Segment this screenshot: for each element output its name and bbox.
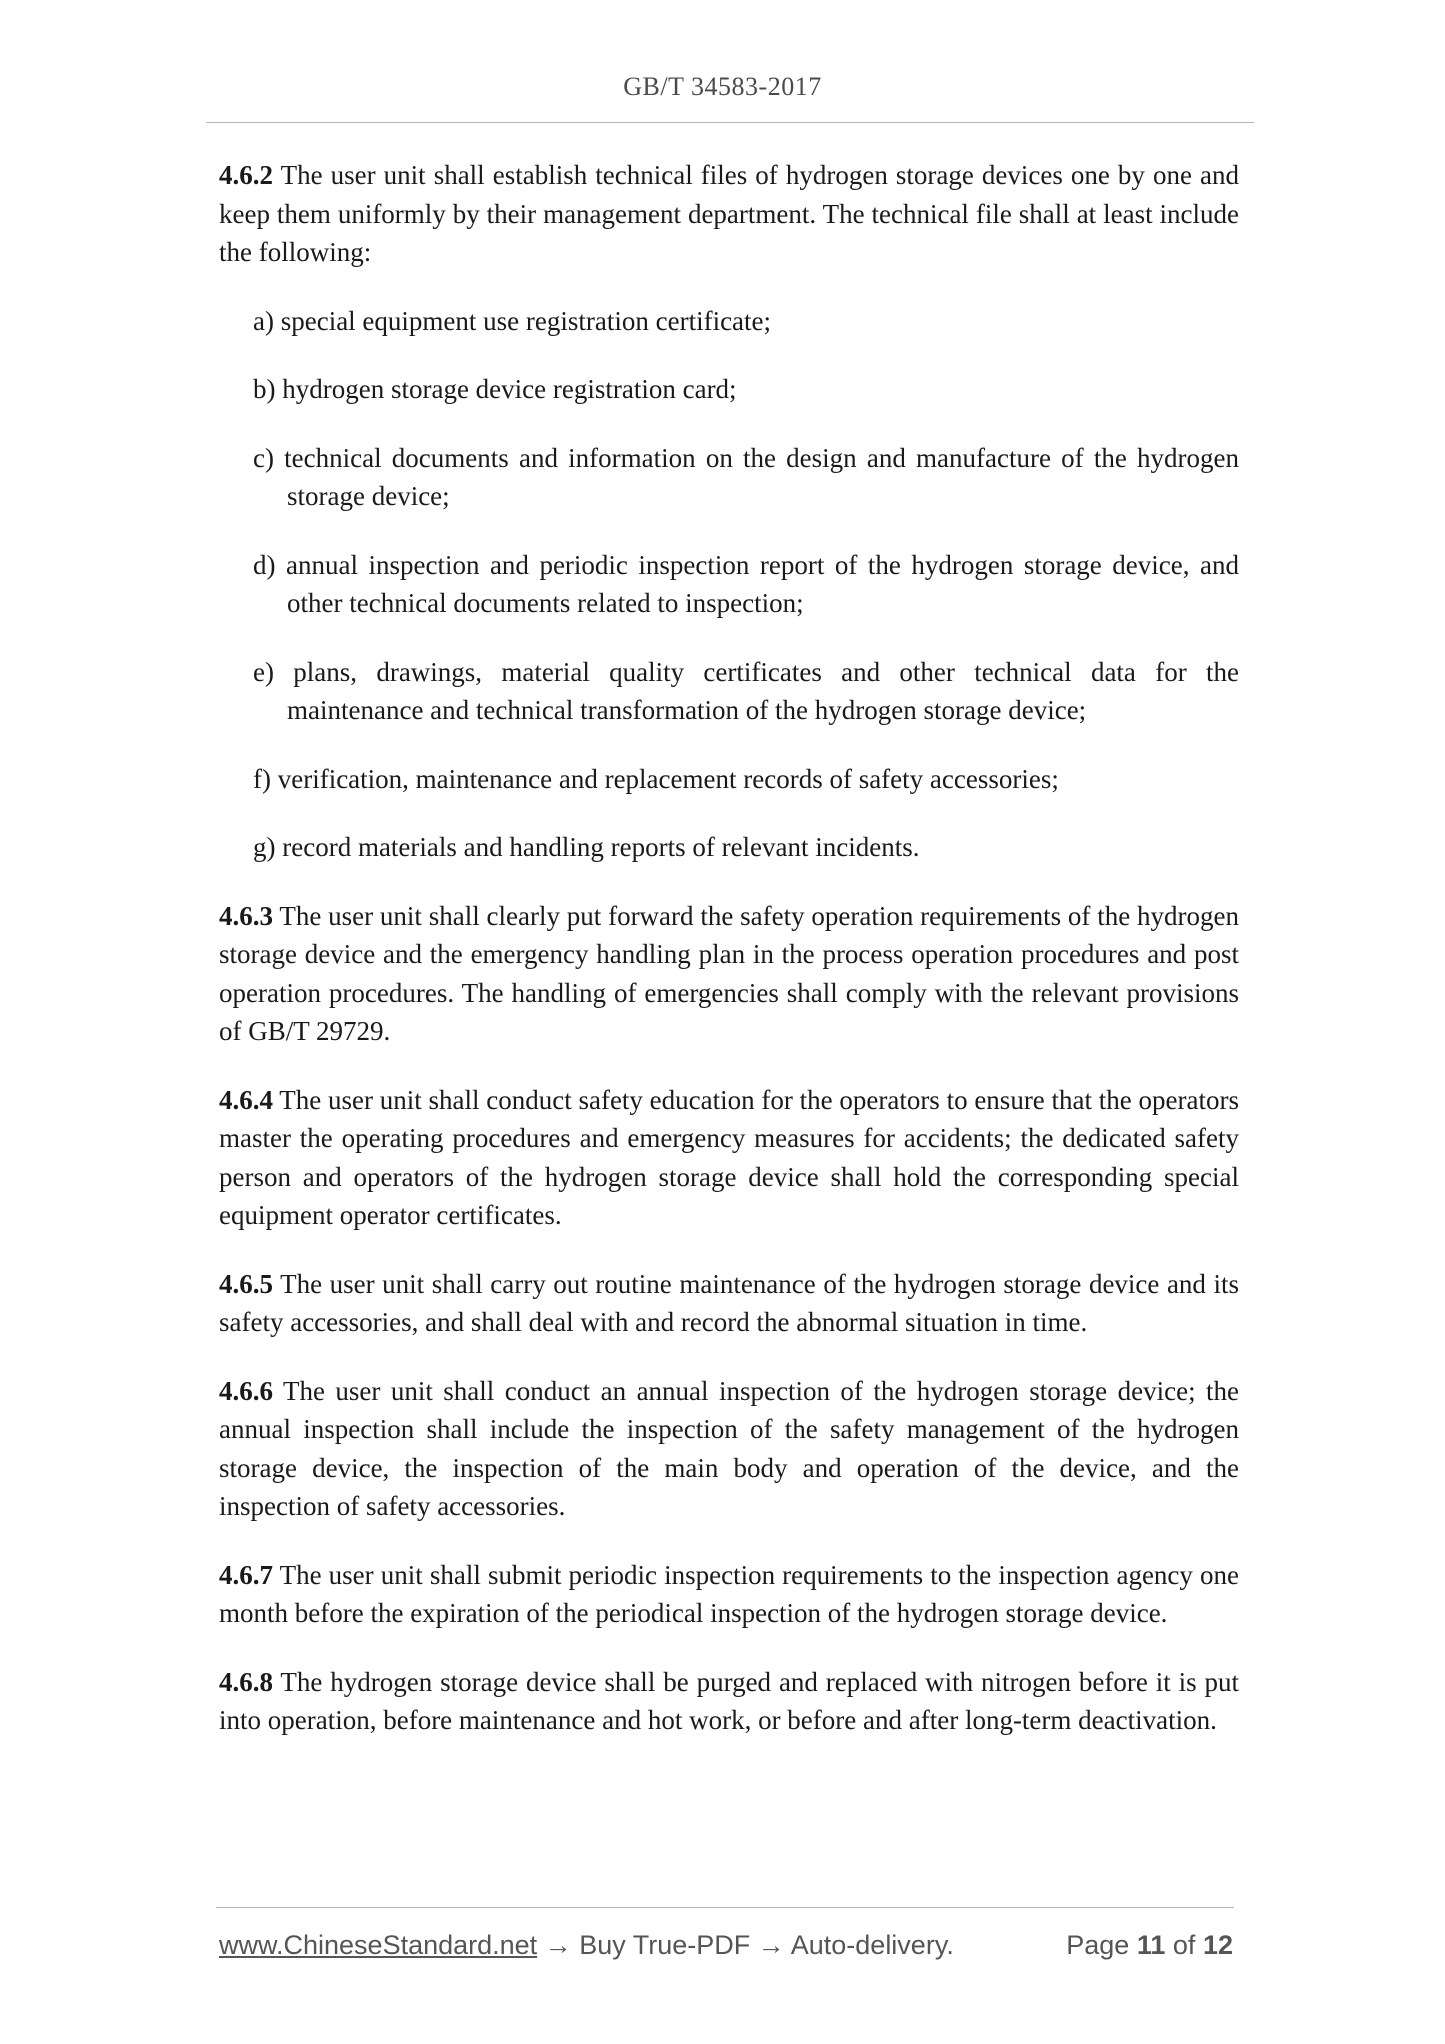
clause-number: 4.6.7: [219, 1559, 273, 1590]
list-item: d) annual inspection and periodic inspection report of the hydrogen storage device, and other technical documents related to inspection;: [253, 549, 1239, 618]
list-item: e) plans, drawings, material quality certificates and other technical data for the maintenance and technical transformation of the hydrogen storage device;: [253, 656, 1239, 725]
clause-text: The user unit shall submit periodic inspection requirements to the inspection agency one month before the expiration of the periodical inspection of the hydrogen storage device.: [219, 1559, 1239, 1628]
clause-text: The user unit shall clearly put forward the safety operation requirements of the hydrogen storage device and the emergency handling plan in the process operation procedures and post operation procedures. The handling of emergencies shall comply with the relevant provisions of GB/T 29729.: [219, 900, 1240, 1046]
document-body: [219, 156, 1239, 1770]
list-item: c) technical documents and information on the design and manufacture of the hydrogen storage device;: [253, 442, 1239, 511]
current-page-number: 11: [1136, 1930, 1166, 1960]
footer-promo: [219, 1930, 954, 1961]
clause-4-6-4: [219, 1081, 1239, 1235]
clause-4-6-3: [219, 897, 1239, 1051]
list-item: a) special equipment use registration certificate;: [253, 305, 772, 336]
clause-4-6-5: [219, 1265, 1239, 1342]
of-word: of: [1172, 1930, 1196, 1960]
clause-number: 4.6.2: [219, 160, 273, 190]
page-indicator: [1066, 1930, 1233, 1961]
clause-text: The user unit shall carry out routine maintenance of the hydrogen storage device and its safety accessories, and shall deal with and record the abnormal situation in time.: [219, 1268, 1239, 1337]
clause-number: 4.6.8: [219, 1666, 273, 1697]
footer-tagline: → Buy True-PDF → Auto-delivery.: [537, 1930, 954, 1960]
footer-divider: [216, 1907, 1234, 1908]
clause-text: The user unit shall conduct an annual inspection of the hydrogen storage device; the annual inspection shall include the inspection of the safety management of the hydrogen storage device, the inspection of the main body and operation of the device, and the inspection of safety accessories.: [219, 1375, 1240, 1521]
total-pages-number: 12: [1202, 1930, 1233, 1960]
clause-number: 4.6.6: [219, 1375, 273, 1406]
list-item: g) record materials and handling reports of relevant incidents.: [253, 832, 920, 862]
clause-4-6-2: [219, 156, 1239, 272]
clause-4-6-6: [219, 1372, 1239, 1526]
document-header: GB/T 34583-2017: [623, 72, 822, 101]
website-link[interactable]: www.ChineseStandard.net: [219, 1930, 538, 1960]
list-item: b) hydrogen storage device registration card;: [253, 374, 737, 404]
list-item: f) verification, maintenance and replacement records of safety accessories;: [253, 763, 1059, 794]
clause-number: 4.6.5: [219, 1268, 273, 1299]
clause-4-6-8: [219, 1663, 1239, 1740]
clause-number: 4.6.4: [219, 1084, 273, 1115]
clause-text: The hydrogen storage device shall be purged and replaced with nitrogen before it is put into operation, before maintenance and hot work, or before and after long-term deactivation.: [219, 1666, 1239, 1735]
clause-text: The user unit shall conduct safety education for the operators to ensure that the operators master the operating procedures and emergency measures for accidents; the dedicated safety person and operators of the hydrogen storage device shall hold the corresponding special equipment operator certificates.: [219, 1084, 1239, 1230]
clause-number: 4.6.3: [219, 900, 273, 931]
page-word: Page: [1066, 1930, 1130, 1960]
clause-4-6-7: [219, 1556, 1239, 1633]
header-divider: [206, 122, 1254, 123]
clause-text: The user unit shall establish technical files of hydrogen storage devices one by one and keep them uniformly by their management department. The technical file shall at least include the following:: [219, 160, 1240, 267]
